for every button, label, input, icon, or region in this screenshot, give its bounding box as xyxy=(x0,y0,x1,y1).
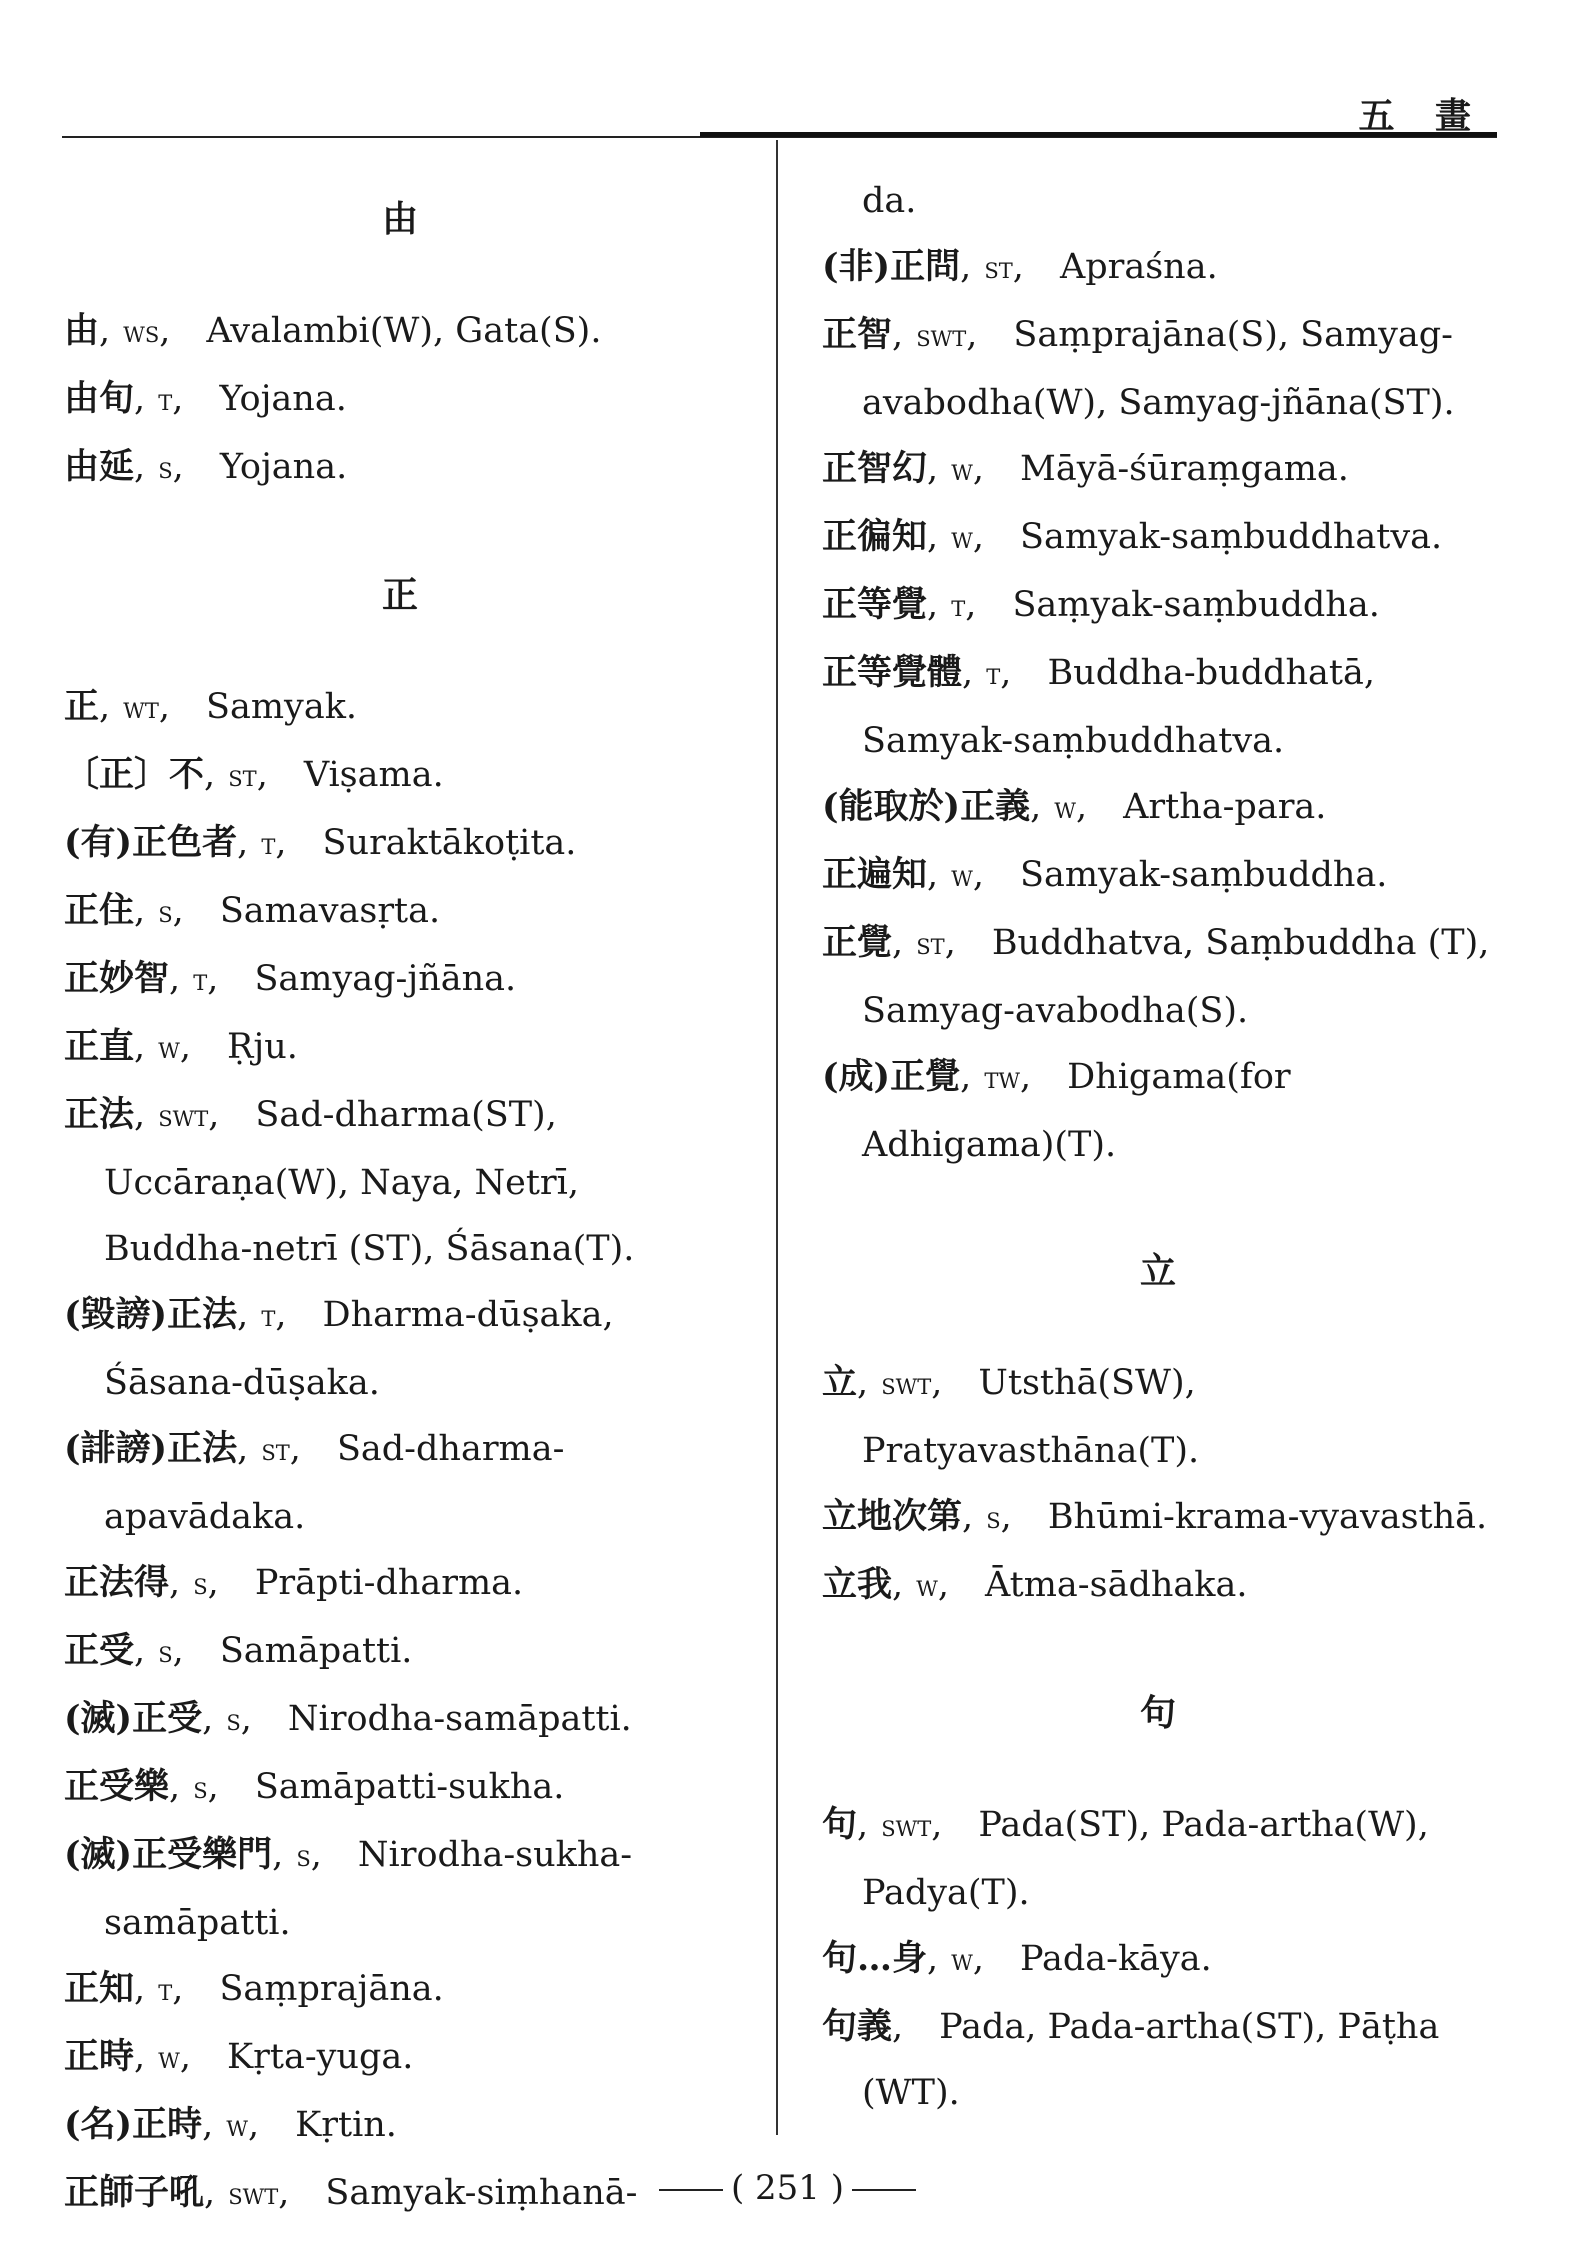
entry-term: 句義 xyxy=(822,2006,893,2047)
page-number-text: ( 251 ) xyxy=(730,2168,845,2208)
separator: , xyxy=(1000,1497,1012,1537)
entry-term: (成)正覺 xyxy=(822,1056,961,1097)
entry-sanskrit: Pada, Pada-artha(ST), Pāṭha (WT). xyxy=(862,2007,1440,2113)
entry-sanskrit: Yojana. xyxy=(219,379,347,419)
entry-source-code: s xyxy=(158,895,173,930)
separator: , xyxy=(960,1057,983,1097)
separator: , xyxy=(134,891,157,931)
separator: , xyxy=(275,823,287,863)
separator: , xyxy=(172,891,184,931)
entry-source-code: st xyxy=(916,927,945,962)
entry-term: 由延 xyxy=(64,446,135,487)
dictionary-entry xyxy=(64,946,736,1014)
separator: , xyxy=(927,449,950,489)
separator: , xyxy=(134,1631,157,1671)
section-heading: 句 xyxy=(1139,1692,1176,1734)
dictionary-entry xyxy=(64,366,736,434)
separator: , xyxy=(1000,653,1012,693)
separator: , xyxy=(256,755,268,795)
entry-term: 正等覺體 xyxy=(822,652,963,693)
entry-sanskrit: Māyā-śūraṃgama. xyxy=(1020,449,1349,489)
separator: , xyxy=(892,2007,904,2047)
entry-sanskrit: Samyak. xyxy=(206,687,358,727)
entry-sanskrit: Samyag-jñāna. xyxy=(254,959,517,999)
entry-sanskrit: Buddhatva, Saṃbuddha (T), Samyag-avabodha(S). xyxy=(862,923,1490,1031)
entry-sanskrit: Apraśna. xyxy=(1059,247,1218,287)
entry-source-code: w xyxy=(158,1031,180,1066)
entry-sanskrit: Viṣama. xyxy=(303,755,444,795)
entry-source-code: w xyxy=(951,453,973,488)
entry-term: (滅)正受 xyxy=(64,1698,203,1739)
separator: , xyxy=(202,2105,225,2145)
entry-sanskrit: Samāpatti. xyxy=(219,1631,413,1671)
entry-term: (有)正色者 xyxy=(64,822,238,863)
separator: , xyxy=(172,1631,184,1671)
entry-term: 正妙智 xyxy=(64,958,170,999)
entry-source-code: swt xyxy=(881,1367,932,1402)
separator: , xyxy=(207,959,219,999)
entry-source-code: st xyxy=(984,251,1013,286)
dictionary-entry xyxy=(64,1416,736,1550)
entry-term: 正智幻 xyxy=(822,448,928,489)
entry-source-code: s xyxy=(226,1703,241,1738)
dictionary-entry xyxy=(64,1956,736,2024)
page-section-title: 五 畫 xyxy=(1358,95,1485,137)
entry-source-code: w xyxy=(951,859,973,894)
dictionary-entry xyxy=(822,1792,1494,1926)
separator: , xyxy=(1019,1057,1032,1097)
dictionary-entry xyxy=(64,1014,736,1082)
entry-sanskrit: Buddha-buddhatā, Samyak-saṃbuddhatva. xyxy=(862,653,1375,761)
entry-term: 正覺 xyxy=(822,922,893,963)
entry-source-code: wt xyxy=(123,691,159,726)
entry-source-code: st xyxy=(261,1433,290,1468)
entry-sanskrit: Ātma-sādhaka. xyxy=(985,1565,1248,1605)
entry-source-code: t xyxy=(986,657,1001,692)
entry-source-code: swt xyxy=(881,1809,932,1844)
separator: , xyxy=(931,1363,943,1403)
dictionary-entry xyxy=(822,1552,1494,1620)
separator: , xyxy=(1030,787,1053,827)
column-divider xyxy=(776,140,778,2135)
separator: , xyxy=(272,1835,295,1875)
entry-sanskrit: Artha-para. xyxy=(1123,787,1327,827)
header-rule-bold xyxy=(700,132,1497,137)
right-column xyxy=(822,168,1494,2126)
entry-term: 句 xyxy=(822,1804,858,1845)
separator: , xyxy=(172,1969,184,2009)
separator: , xyxy=(159,311,171,351)
entry-term: 句…身 xyxy=(822,1938,928,1979)
dictionary-entry xyxy=(64,878,736,946)
separator: , xyxy=(134,379,157,419)
entry-sanskrit: Kṛtin. xyxy=(295,2105,397,2145)
entry-source-code: t xyxy=(193,963,208,998)
entry-sanskrit: Samyak-saṃbuddhatva. xyxy=(1020,517,1443,557)
entry-sanskrit: Sad-dharma(ST), Uccāraṇa(W), Naya, Netrī, Buddha-netrī (ST), Śāsana(T). xyxy=(104,1095,635,1269)
separator: , xyxy=(237,1429,260,1469)
entry-sanskrit: Pada-kāya. xyxy=(1020,1939,1212,1979)
entry-source-code: s xyxy=(296,1839,311,1874)
entry-term: 正時 xyxy=(64,2036,135,2077)
separator: , xyxy=(857,1805,880,1845)
entry-sanskrit: Samyak-saṃbuddha. xyxy=(1020,855,1388,895)
dictionary-entry xyxy=(822,1484,1494,1552)
entry-source-code: w xyxy=(916,1569,938,1604)
separator: , xyxy=(134,1095,157,1135)
entry-source-code: tw xyxy=(984,1061,1020,1096)
entry-term: 正住 xyxy=(64,890,135,931)
entry-source-code: w xyxy=(951,1943,973,1978)
separator: , xyxy=(310,1835,322,1875)
separator: , xyxy=(289,1429,301,1469)
entry-sanskrit: Pada(ST), Pada-artha(W), Padya(T). xyxy=(862,1805,1429,1913)
page-number-dash-left xyxy=(659,2189,723,2191)
entry-term: 正受 xyxy=(64,1630,135,1671)
entry-source-code: w xyxy=(1054,791,1076,826)
entry-sanskrit: Dhigama(for Adhigama)(T). xyxy=(862,1057,1291,1165)
dictionary-entry xyxy=(64,742,736,810)
entry-source-code: w xyxy=(951,521,973,556)
entry-source-code: s xyxy=(193,1771,208,1806)
entry-term: 正 xyxy=(64,686,100,727)
entry-source-code: swt xyxy=(158,1099,209,1134)
separator: , xyxy=(237,1295,260,1335)
entry-source-code: s xyxy=(158,451,173,486)
dictionary-entry xyxy=(822,302,1494,436)
separator: , xyxy=(927,585,950,625)
entry-sanskrit: Sad-dharma-apavādaka. xyxy=(104,1429,565,1537)
entry-sanskrit: Samāpatti-sukha. xyxy=(254,1767,565,1807)
separator: , xyxy=(892,315,915,355)
separator: , xyxy=(278,2173,290,2213)
entry-source-code: st xyxy=(228,759,257,794)
separator: , xyxy=(208,1095,220,1135)
entry-term: 立 xyxy=(822,1362,858,1403)
entry-source-code: t xyxy=(261,1299,276,1334)
entry-term: 正等覺 xyxy=(822,584,928,625)
separator: , xyxy=(962,653,985,693)
entry-sanskrit: Prāpti-dharma. xyxy=(254,1563,524,1603)
dictionary-entry xyxy=(822,436,1494,504)
entry-term: (誹謗)正法 xyxy=(64,1428,238,1469)
dictionary-entry xyxy=(822,504,1494,572)
separator: , xyxy=(207,1563,219,1603)
entry-sanskrit: Saṃprajāna. xyxy=(219,1969,444,2009)
entry-sanskrit: Saṃprajāna(S), Samyag-avabodha(W), Samyag-jñāna(ST). xyxy=(862,315,1455,423)
separator: , xyxy=(204,2173,227,2213)
separator: , xyxy=(179,2037,192,2077)
separator: , xyxy=(962,1497,985,1537)
entry-sanskrit: Yojana. xyxy=(219,447,348,487)
separator: , xyxy=(857,1363,880,1403)
separator: , xyxy=(927,1939,950,1979)
separator: , xyxy=(240,1699,252,1739)
separator: , xyxy=(134,1027,157,1067)
entry-source-code: s xyxy=(986,1501,1001,1536)
entry-sanskrit: Saṃyak-saṃbuddha. xyxy=(1012,585,1380,625)
entry-source-code: s xyxy=(193,1567,208,1602)
entry-term: 正智 xyxy=(822,314,893,355)
separator: , xyxy=(275,1295,287,1335)
separator: , xyxy=(960,247,983,287)
separator: , xyxy=(169,1563,192,1603)
separator: , xyxy=(158,687,171,727)
page-number-dash-right xyxy=(852,2189,916,2191)
entry-term: (名)正時 xyxy=(64,2104,203,2145)
entry-source-code: swt xyxy=(228,2177,279,2212)
entry-source-code: s xyxy=(158,1635,173,1670)
entry-sanskrit: Kṛta-yuga. xyxy=(227,2037,414,2077)
entry-source-code: ws xyxy=(123,315,160,350)
separator: , xyxy=(1012,247,1024,287)
separator: , xyxy=(237,823,260,863)
dictionary-entry xyxy=(822,1350,1494,1484)
separator: , xyxy=(202,1699,225,1739)
dictionary-entry xyxy=(64,2092,736,2160)
separator: , xyxy=(247,2105,260,2145)
entry-source-code: t xyxy=(951,589,966,624)
entry-term: 正直 xyxy=(64,1026,135,1067)
separator: , xyxy=(972,517,985,557)
separator: , xyxy=(134,447,157,487)
dictionary-entry xyxy=(64,2024,736,2092)
entry-term: 正徧知 xyxy=(822,516,928,557)
separator: , xyxy=(944,923,956,963)
separator: , xyxy=(207,1767,219,1807)
left-column xyxy=(64,150,736,2228)
separator: , xyxy=(972,1939,985,1979)
separator: , xyxy=(972,449,985,489)
separator: , xyxy=(931,1805,943,1845)
entry-term: (能取於)正義 xyxy=(822,786,1031,827)
section-heading: 由 xyxy=(381,198,418,240)
entry-term: 正法得 xyxy=(64,1562,170,1603)
dictionary-entry xyxy=(822,1994,1494,2126)
dictionary-entry xyxy=(64,1822,736,1956)
separator: , xyxy=(892,923,915,963)
entry-term: 正遍知 xyxy=(822,854,928,895)
entry-source-code: t xyxy=(158,383,173,418)
dictionary-entry xyxy=(64,1282,736,1416)
dictionary-entry xyxy=(64,1082,736,1282)
separator: , xyxy=(169,959,192,999)
entry-term: 正師子吼 xyxy=(64,2172,205,2213)
entry-sanskrit: Utsthā(SW), Pratyavasthāna(T). xyxy=(862,1363,1200,1471)
entry-sanskrit: Samavasṛta. xyxy=(219,891,441,931)
entry-term: 由 xyxy=(64,310,100,351)
entry-sanskrit: Nirodha-samāpatti. xyxy=(287,1699,632,1739)
dictionary-entry xyxy=(64,810,736,878)
dictionary-entry xyxy=(64,1618,736,1686)
section-heading: 正 xyxy=(381,574,418,616)
entry-sanskrit: Nirodha-sukha-samāpatti. xyxy=(104,1835,633,1943)
separator: , xyxy=(179,1027,192,1067)
entry-sanskrit: Ṛju. xyxy=(227,1027,298,1067)
dictionary-entry xyxy=(64,298,736,366)
separator: , xyxy=(204,755,227,795)
dictionary-entry xyxy=(64,434,736,502)
separator: , xyxy=(99,687,122,727)
dictionary-entry xyxy=(64,1754,736,1822)
entry-sanskrit: Bhūmi-krama-vyavasthā. xyxy=(1047,1497,1488,1537)
separator: , xyxy=(892,1565,915,1605)
dictionary-entry xyxy=(64,674,736,742)
dictionary-entry xyxy=(822,640,1494,774)
entry-source-code: w xyxy=(158,2041,180,2076)
page-number xyxy=(0,2168,1575,2208)
entry-term: 正法 xyxy=(64,1094,135,1135)
entry-term: 正知 xyxy=(64,1968,135,2009)
entry-sanskrit: Samyak-siṃhanā- xyxy=(325,2173,638,2213)
dictionary-entry xyxy=(822,910,1494,1044)
separator: , xyxy=(134,2037,157,2077)
entry-source-code: w xyxy=(226,2109,248,2144)
continuation-text: da. xyxy=(862,181,917,221)
separator: , xyxy=(99,311,122,351)
dictionary-entry xyxy=(64,1686,736,1754)
entry-source-code: t xyxy=(261,827,276,862)
separator: , xyxy=(172,379,184,419)
separator: , xyxy=(927,855,950,895)
entry-sanskrit: Avalambi(W), Gata(S). xyxy=(206,311,602,351)
entry-sanskrit: Suraktākoṭita. xyxy=(322,823,577,863)
dictionary-entry xyxy=(822,1926,1494,1994)
separator: , xyxy=(134,1969,157,2009)
separator: , xyxy=(172,447,184,487)
entry-term: (滅)正受樂門 xyxy=(64,1834,273,1875)
separator: , xyxy=(966,315,978,355)
dictionary-entry xyxy=(822,234,1494,302)
separator: , xyxy=(972,855,985,895)
dictionary-entry xyxy=(822,1044,1494,1178)
entry-term: (非)正問 xyxy=(822,246,961,287)
dictionary-entry xyxy=(64,1550,736,1618)
section-heading: 立 xyxy=(1139,1250,1176,1292)
entry-term: 由旬 xyxy=(64,378,135,419)
dictionary-entry xyxy=(822,572,1494,640)
entry-source-code: swt xyxy=(916,319,967,354)
entry-term: 立地次第 xyxy=(822,1496,963,1537)
separator: , xyxy=(169,1767,192,1807)
entry-term: 〔正〕不 xyxy=(64,754,205,795)
separator: , xyxy=(927,517,950,557)
separator: , xyxy=(1075,787,1088,827)
dictionary-entry xyxy=(822,842,1494,910)
separator: , xyxy=(965,585,977,625)
entry-source-code: t xyxy=(158,1973,173,2008)
entry-term: (毀謗)正法 xyxy=(64,1294,238,1335)
entry-sanskrit: Dharma-dūṣaka, Śāsana-dūṣaka. xyxy=(104,1295,614,1403)
entry-term: 正受樂 xyxy=(64,1766,170,1807)
separator: , xyxy=(937,1565,950,1605)
entry-term: 立我 xyxy=(822,1564,893,1605)
dictionary-entry xyxy=(822,774,1494,842)
